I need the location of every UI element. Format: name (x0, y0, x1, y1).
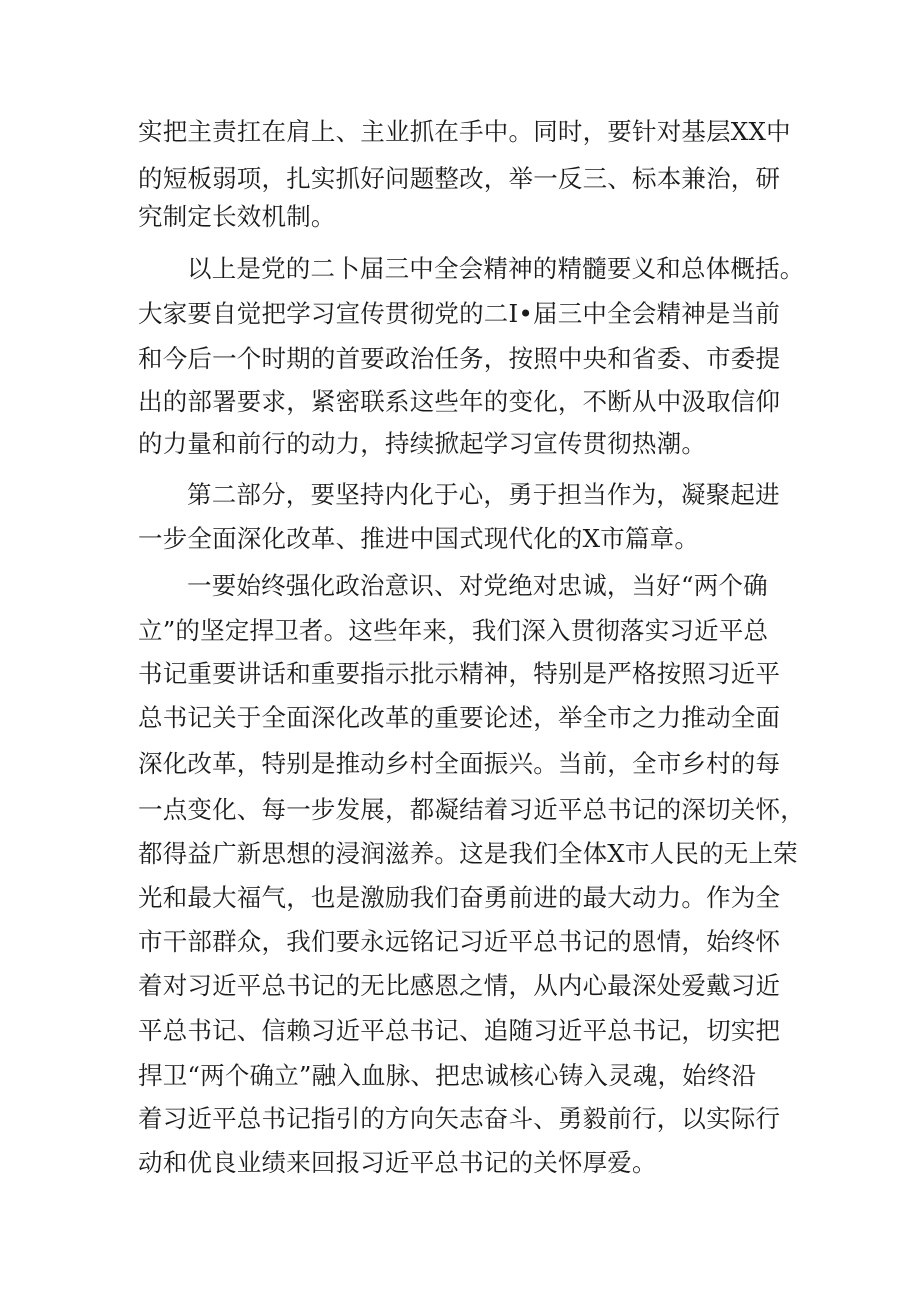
text-line: 一步全面深化改革、推进中国式现代化的X市篇章。 (138, 524, 700, 553)
text-line: 深化改革，特别是推动乡村全面振兴。当前，全市乡村的每 (138, 749, 781, 778)
text-line: 光和最大福气，也是激励我们奋勇前进的最大动力。作为全 (138, 883, 781, 912)
text-line: 的短板弱项，扎实抓好问题整改，举一反三、标本兼治，研 (138, 164, 781, 193)
text-line: 实把主责扛在肩上、主业抓在手中。同时，要针对基层XX中 (138, 117, 791, 146)
text-line: 究制定长效机制。 (138, 202, 336, 231)
text-line: 的力量和前行的动力，持续掀起学习宣传贯彻热潮。 (138, 429, 707, 458)
text-line: 着对习近平总书记的无比感恩之情，从内心最深处爱戴习近 (138, 971, 781, 1000)
text-line: 总书记关于全面深化改革的重要论述，举全市之力推动全面 (138, 703, 781, 732)
text-line: 书记重要讲话和重要指示批示精神，特别是严格按照习近平 (138, 659, 781, 688)
text-line: 动和优良业绩来回报习近平总书记的关怀厚爱。 (138, 1148, 657, 1177)
text-line: 都得益广新思想的浸润滋养。这是我们全体X市人民的无上荣 (138, 839, 798, 868)
text-line: 出的部署要求，紧密联系这些年的变化，不断从中汲取信仰 (138, 387, 781, 416)
text-line: 和今后一个时期的首要政治任务，按照中央和省委、市委提 (138, 344, 781, 373)
text-line: 立”的坚定捍卫者。这些年来，我们深入贯彻落实习近平总 (138, 616, 769, 645)
text-line: 市干部群众，我们要永远铭记习近平总书记的恩情，始终怀 (138, 927, 781, 956)
text-line: 大家要自觉把学习宣传贯彻党的二I•届三中全会精神是当前 (138, 299, 781, 328)
text-line: 一点变化、每一步发展，都凝结着习近平总书记的深切关怀， (138, 795, 805, 824)
paragraph-first-line: 以上是党的二卜届三中全会精神的精髓要义和总体概括。 (187, 254, 805, 283)
text-line: 捍卫“两个确立”融入血脉、把忠诚核心铸入灵魂，始终沿 (138, 1061, 757, 1090)
text-line: 平总书记、信赖习近平总书记、追随习近平总书记，切实把 (138, 1016, 781, 1045)
paragraph-first-line: 一要始终强化政治意识、对党绝对忠诚，当好“两个确 (187, 571, 768, 600)
paragraph-first-line: 第二部分，要坚持内化于心，勇于担当作为，凝聚起进 (187, 480, 780, 509)
text-line: 着习近平总书记指引的方向矢志奋斗、勇毅前行，以实际行 (138, 1104, 781, 1133)
